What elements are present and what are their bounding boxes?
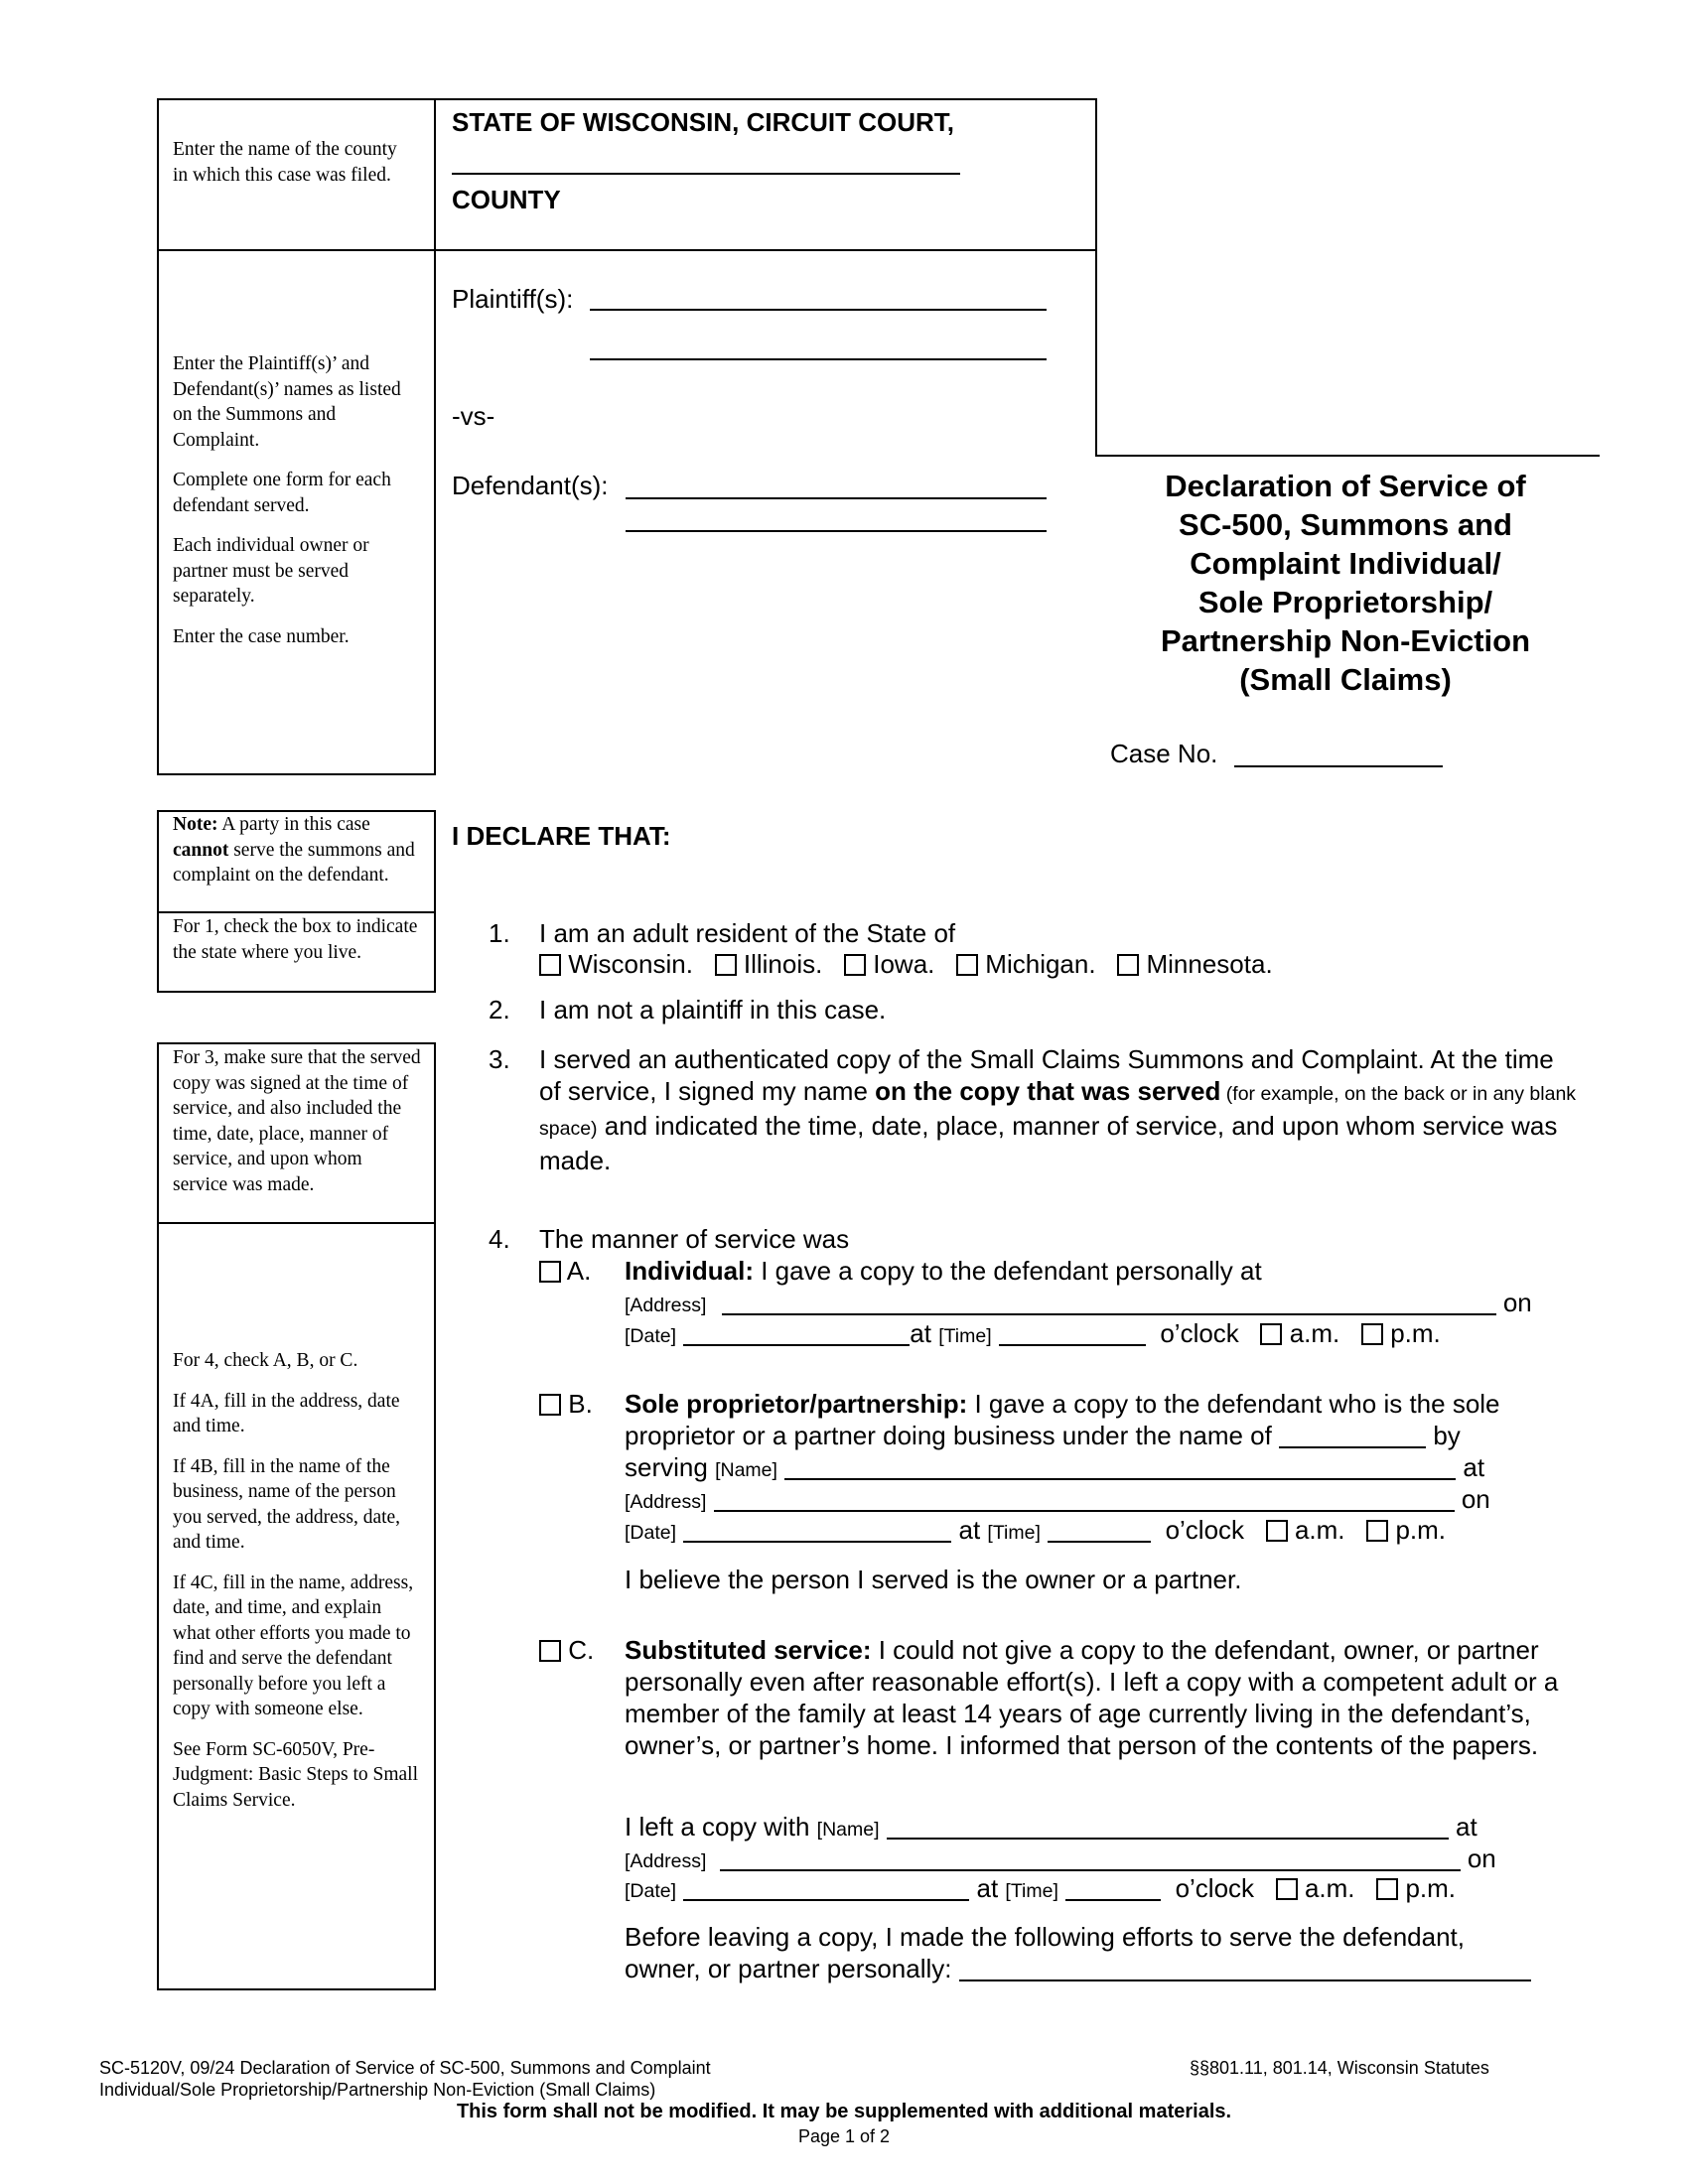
- note-item1: For 1, check the box to indicate the state where you live.: [173, 916, 418, 963]
- note-item4: [173, 1348, 423, 1828]
- option-a-bold: Individual:: [625, 1256, 754, 1286]
- checkbox-4c[interactable]: [539, 1640, 561, 1662]
- option-c-oclock: o’clock: [1175, 1873, 1255, 1903]
- option-c-efforts-field[interactable]: [959, 1956, 1531, 1981]
- state-options: [539, 948, 1273, 980]
- form-title-line-5: Partnership Non-Eviction: [1160, 623, 1531, 658]
- option-a-time-label: [Time]: [938, 1325, 992, 1347]
- note-item4-5: See Form SC-6050V, Pre-Judgment: Basic Steps to Small Claims Service.: [173, 1738, 418, 1811]
- item2-text: I am not a plaintiff in this case.: [539, 995, 887, 1024]
- footer-form-line-1: SC-5120V, 09/24 Declaration of Service of SC-500, Summons and Complaint: [99, 2058, 711, 2078]
- checkbox-iowa[interactable]: [844, 954, 866, 976]
- footer-statutes: §§801.11, 801.14, Wisconsin Statutes: [1190, 2058, 1489, 2078]
- form-title-line-4: Sole Proprietorship/: [1197, 585, 1493, 619]
- option-a-address-label: [Address]: [625, 1295, 707, 1316]
- option-b-line1: I gave a copy to the defendant who is the sole: [967, 1389, 1500, 1419]
- option-b-datetime-row: [625, 1514, 1446, 1549]
- county-heading: COUNTY: [452, 185, 561, 214]
- option-a-at: at: [910, 1318, 931, 1348]
- case-no-label: Case No.: [1110, 739, 1218, 768]
- checkbox-wisconsin[interactable]: [539, 954, 561, 976]
- footer-page: Page 1 of 2: [797, 2126, 891, 2146]
- option-b-business-field[interactable]: [1279, 1423, 1426, 1448]
- option-b-oclock: o’clock: [1165, 1515, 1245, 1545]
- checkbox-4b[interactable]: [539, 1394, 561, 1416]
- option-b-am: a.m.: [1294, 1515, 1345, 1545]
- option-b-heading: [625, 1388, 1500, 1420]
- option-a-am: a.m.: [1289, 1318, 1340, 1348]
- checkbox-4c-pm[interactable]: [1376, 1878, 1398, 1900]
- note-item4-3: If 4B, fill in the name of the business, name of the person you served, the address, date, and time.: [173, 1455, 401, 1553]
- checkbox-illinois[interactable]: [715, 954, 737, 976]
- state-iowa: Iowa.: [873, 949, 935, 979]
- option-c-left-copy: I left a copy with: [625, 1812, 810, 1842]
- note-parties-1: Enter the Plaintiff(s)’ and Defendant(s)’ names as listed on the Summons and Complaint.: [173, 353, 401, 451]
- note-county: Enter the name of the county in which this case was filed.: [173, 139, 397, 186]
- item3-text: [539, 1043, 1582, 1176]
- note-party-cannot-serve: [173, 812, 426, 888]
- form-title-line-3: Complaint Individual/: [1190, 546, 1501, 581]
- defendant-label: Defendant(s):: [452, 471, 609, 500]
- note-item4-4: If 4C, fill in the name, address, date, and time, and explain what other efforts you made to find and serve the defendant personally before you left a copy with someone else.: [173, 1571, 414, 1719]
- note-parties-2: Complete one form for each defendant served.: [173, 470, 391, 516]
- filing-stamp-bottom-rule: [1095, 455, 1600, 457]
- court-heading: STATE OF WISCONSIN, CIRCUIT COURT,: [452, 107, 955, 137]
- option-c-date-label: [Date]: [625, 1880, 677, 1902]
- note-parties-3: Each individual owner or partner must be served separately.: [173, 535, 369, 607]
- note-item3: For 3, make sure that the served copy was signed at the time of service, and also included the time, date, place, manner of service, and upon whom service was made.: [173, 1047, 421, 1195]
- checkbox-4a-pm[interactable]: [1361, 1323, 1383, 1345]
- note-label: Note:: [173, 814, 218, 835]
- item4-text: The manner of service was: [539, 1224, 850, 1254]
- checkbox-4c-am[interactable]: [1276, 1878, 1298, 1900]
- item1-number: 1.: [489, 918, 510, 948]
- form-title-line-2: SC-500, Summons and: [1179, 507, 1512, 542]
- option-b-letter: B.: [568, 1389, 593, 1419]
- option-b-name-field[interactable]: [784, 1454, 1456, 1480]
- option-b-at: at: [1463, 1452, 1485, 1482]
- option-c-on: on: [1467, 1843, 1496, 1873]
- option-b-line2: proprietor or a partner doing business under the name of: [625, 1421, 1272, 1450]
- form-title: [1097, 467, 1594, 699]
- option-a-row: [539, 1255, 591, 1287]
- option-b-business-row: [625, 1420, 1461, 1451]
- option-c-name-row: [625, 1811, 1477, 1845]
- item1-text: I am an adult resident of the State of: [539, 918, 956, 948]
- option-c-datetime-row: [625, 1872, 1456, 1907]
- checkbox-4b-pm[interactable]: [1366, 1520, 1388, 1542]
- checkbox-4a-am[interactable]: [1260, 1323, 1282, 1345]
- case-no-field[interactable]: [1234, 742, 1443, 767]
- note-text-b: serve the summons and complaint on the defendant.: [173, 839, 415, 886]
- option-b-bold: Sole proprietor/partnership:: [625, 1389, 968, 1419]
- option-c-time-field[interactable]: [1065, 1875, 1161, 1901]
- option-b-on: on: [1461, 1484, 1490, 1514]
- option-c-row: [539, 1634, 594, 1666]
- option-c-efforts-2: owner, or partner personally:: [625, 1954, 952, 1983]
- option-a-address-row: [625, 1287, 1532, 1321]
- option-a-heading: [625, 1255, 1262, 1287]
- option-b-believe: I believe the person I served is the owner or a partner.: [625, 1565, 1242, 1594]
- note-bold: cannot: [173, 839, 229, 861]
- note-text-a: A party in this case: [217, 814, 370, 835]
- item3-number: 3.: [489, 1044, 510, 1074]
- option-c-letter: C.: [568, 1635, 595, 1665]
- defendant-field-2[interactable]: [626, 506, 1047, 532]
- checkbox-michigan[interactable]: [956, 954, 978, 976]
- option-b-row: [539, 1388, 593, 1420]
- option-b-serving: serving: [625, 1452, 708, 1482]
- option-a-letter: A.: [566, 1256, 592, 1286]
- option-b-address-field[interactable]: [714, 1486, 1455, 1512]
- county-name-field[interactable]: [452, 151, 960, 175]
- option-c-efforts-1: Before leaving a copy, I made the following efforts to serve the defendant,: [625, 1922, 1466, 1952]
- option-a-date-label: [Date]: [625, 1325, 677, 1347]
- state-illinois: Illinois.: [743, 949, 823, 979]
- checkbox-4b-am[interactable]: [1266, 1520, 1288, 1542]
- option-a-address-field[interactable]: [722, 1290, 1496, 1315]
- state-michigan: Michigan.: [985, 949, 1096, 979]
- option-b-at-time: at: [958, 1515, 981, 1545]
- option-c-address-label: [Address]: [625, 1850, 707, 1872]
- plaintiff-field-2[interactable]: [590, 335, 1047, 360]
- option-a-time-field[interactable]: [999, 1320, 1146, 1346]
- option-c-at: at: [1455, 1812, 1477, 1842]
- item3-text-a: I served an authenticated copy of the Small Claims Summons and Complaint. At the time of service, I signed my name: [539, 1044, 1554, 1106]
- note-item4-1: For 4, check A, B, or C.: [173, 1350, 358, 1371]
- option-b-name-label: [Name]: [715, 1459, 777, 1481]
- item4-number: 4.: [489, 1224, 510, 1254]
- footer-form-line-2: Individual/Sole Proprietorship/Partnership Non-Eviction (Small Claims): [99, 2080, 656, 2100]
- checkbox-minnesota[interactable]: [1117, 954, 1139, 976]
- note-parties-4: Enter the case number.: [173, 625, 350, 647]
- plaintiff-label: Plaintiff(s):: [452, 284, 574, 314]
- note-item4-2: If 4A, fill in the address, date and time.: [173, 1390, 400, 1436]
- option-c-bold: Substituted service:: [625, 1635, 872, 1665]
- caption-mid-rule: [436, 249, 1096, 251]
- option-b-date-label: [Date]: [625, 1522, 677, 1544]
- caption-top-rule: [436, 98, 1096, 100]
- option-c-address-field[interactable]: [720, 1845, 1461, 1871]
- option-c-pm: p.m.: [1405, 1873, 1457, 1903]
- state-wisconsin: Wisconsin.: [568, 949, 693, 979]
- declare-heading: I DECLARE THAT:: [452, 821, 671, 851]
- option-c-am: a.m.: [1304, 1873, 1355, 1903]
- form-title-line-6: (Small Claims): [1239, 662, 1452, 697]
- footer-notice: This form shall not be modified. It may be supplemented with additional materials.: [456, 2101, 1232, 2122]
- option-b-time-label: [Time]: [987, 1522, 1041, 1544]
- caption-right-rule: [1095, 98, 1097, 456]
- item3-bold: on the copy that was served: [875, 1076, 1221, 1106]
- note-parties: [173, 351, 421, 664]
- option-a-datetime-row: [625, 1317, 1441, 1352]
- option-a-oclock: o’clock: [1160, 1318, 1239, 1348]
- option-c-name-field[interactable]: [887, 1814, 1449, 1840]
- option-b-time-field[interactable]: [1048, 1517, 1151, 1543]
- option-c-at-time: at: [976, 1873, 999, 1903]
- item3-small: (for example, on the back or in any blank space): [539, 1083, 1577, 1140]
- option-c-text: I could not give a copy to the defendant, owner, or partner personally even after reasonable effort(s). I left a copy with a competent adult or a member of the family at least 14 years of age currently living in the defendant’s, owner’s, or partner’s home. I informed that person of the contents of the papers.: [625, 1635, 1559, 1760]
- option-c-date-field[interactable]: [683, 1875, 969, 1901]
- form-title-line-1: Declaration of Service of: [1165, 469, 1526, 503]
- sidebar-items-divider: [157, 1222, 436, 1224]
- option-c-efforts-row: [625, 1953, 1531, 1984]
- option-c-paragraph: [625, 1634, 1580, 1761]
- option-b-by: by: [1433, 1421, 1461, 1450]
- option-a-on: on: [1502, 1288, 1532, 1317]
- option-a-pm: p.m.: [1390, 1318, 1441, 1348]
- item3-text-b: and indicated the time, date, place, manner of service, and upon whom service was made.: [539, 1111, 1558, 1175]
- state-minnesota: Minnesota.: [1146, 949, 1273, 979]
- option-b-pm: p.m.: [1395, 1515, 1447, 1545]
- sidebar-note-divider: [157, 911, 436, 913]
- plaintiff-field-1[interactable]: [590, 285, 1047, 311]
- defendant-field-1[interactable]: [626, 474, 1047, 499]
- vs-label: -vs-: [452, 401, 495, 431]
- checkbox-4a[interactable]: [539, 1261, 561, 1283]
- option-c-name-label: [Name]: [816, 1819, 880, 1841]
- option-b-address-row: [625, 1483, 1490, 1518]
- option-a-date-field[interactable]: [683, 1320, 910, 1346]
- option-b-serving-row: [625, 1451, 1484, 1486]
- option-b-date-field[interactable]: [683, 1517, 951, 1543]
- item2-number: 2.: [489, 995, 510, 1024]
- option-b-address-label: [Address]: [625, 1491, 707, 1513]
- option-a-text: I gave a copy to the defendant personally at: [754, 1256, 1262, 1286]
- option-c-time-label: [Time]: [1005, 1880, 1058, 1902]
